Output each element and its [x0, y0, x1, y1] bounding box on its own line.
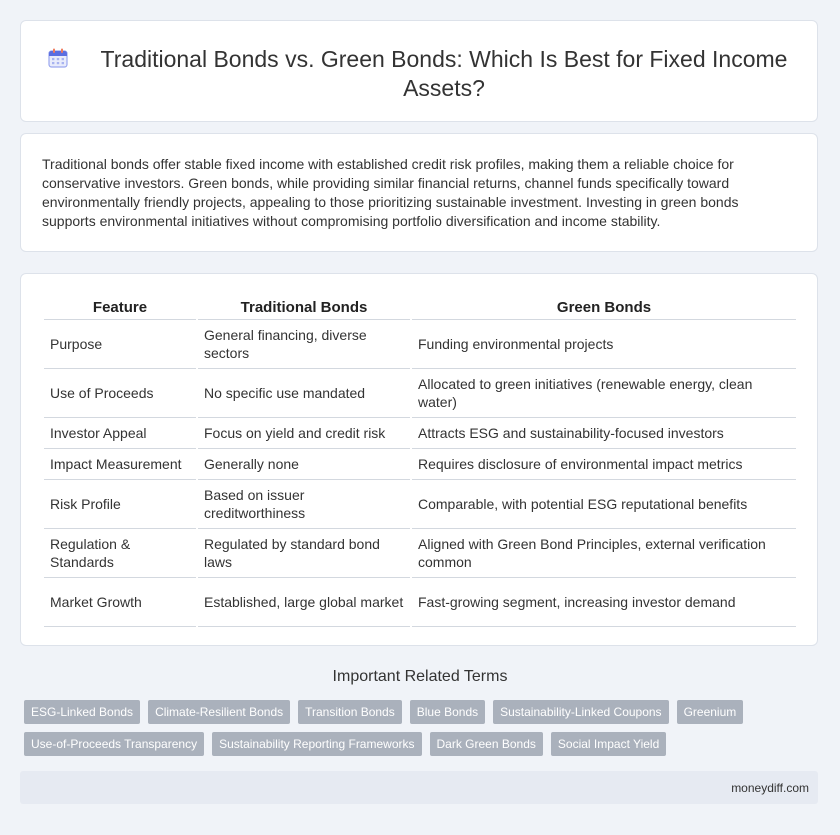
tag-social-impact-yield[interactable]: Social Impact Yield	[551, 732, 666, 756]
related-terms-tags	[24, 700, 820, 756]
tag-sustainability-reporting-frameworks[interactable]: Sustainability Reporting Frameworks	[212, 732, 421, 756]
cell-feature: Risk Profile	[44, 480, 196, 529]
table-row	[44, 320, 796, 369]
table-row	[44, 578, 796, 627]
header-feature: Feature	[44, 295, 196, 320]
cell-green: Allocated to green initiatives (renewable energy, clean water)	[412, 369, 796, 418]
cell-traditional: Generally none	[198, 449, 410, 480]
cell-feature: Regulation & Standards	[44, 529, 196, 578]
tag-sustainability-linked-coupons[interactable]: Sustainability-Linked Coupons	[493, 700, 668, 724]
table-row	[44, 369, 796, 418]
cell-green: Fast-growing segment, increasing investor demand	[412, 578, 796, 627]
header-green-bonds: Green Bonds	[412, 295, 796, 320]
cell-feature: Investor Appeal	[44, 418, 196, 449]
footer	[20, 771, 818, 804]
tag-transition-bonds[interactable]: Transition Bonds	[298, 700, 402, 724]
intro-paragraph: Traditional bonds offer stable fixed income with established credit risk profiles, making them a reliable choice for conservative investors. Green bonds, while providing similar financial returns, channel funds specifically toward environmentally friendly projects, appealing to those prioritizing sustainable investment. Investing in green bonds supports environmental initiatives without compromising portfolio diversification and income stability.	[42, 156, 739, 229]
header-traditional-bonds: Traditional Bonds	[198, 295, 410, 320]
cell-feature: Market Growth	[44, 578, 196, 627]
cell-green: Attracts ESG and sustainability-focused investors	[412, 418, 796, 449]
table-row	[44, 529, 796, 578]
tag-blue-bonds[interactable]: Blue Bonds	[410, 700, 485, 724]
tag-esg-linked-bonds[interactable]: ESG-Linked Bonds	[24, 700, 140, 724]
cell-traditional: Established, large global market	[198, 578, 410, 627]
cell-feature: Purpose	[44, 320, 196, 369]
cell-traditional: General financing, diverse sectors	[198, 320, 410, 369]
table-row	[44, 418, 796, 449]
page-title: Traditional Bonds vs. Green Bonds: Which Is Best for Fixed Income Assets?	[100, 46, 788, 101]
tag-greenium[interactable]: Greenium	[677, 700, 744, 724]
tag-climate-resilient-bonds[interactable]: Climate-Resilient Bonds	[148, 700, 290, 724]
cell-feature: Use of Proceeds	[44, 369, 196, 418]
cell-traditional: Focus on yield and credit risk	[198, 418, 410, 449]
tag-dark-green-bonds[interactable]: Dark Green Bonds	[430, 732, 543, 756]
comparison-card	[20, 273, 818, 646]
intro-card	[20, 133, 818, 252]
cell-feature: Impact Measurement	[44, 449, 196, 480]
cell-traditional: Based on issuer creditworthiness	[198, 480, 410, 529]
table-header-row	[44, 295, 796, 320]
cell-green: Comparable, with potential ESG reputational benefits	[412, 480, 796, 529]
calendar-icon	[47, 47, 69, 69]
cell-traditional: Regulated by standard bond laws	[198, 529, 410, 578]
cell-traditional: No specific use mandated	[198, 369, 410, 418]
table-row	[44, 480, 796, 529]
cell-green: Requires disclosure of environmental impact metrics	[412, 449, 796, 480]
comparison-table	[42, 295, 798, 627]
table-row	[44, 449, 796, 480]
header-card	[20, 20, 818, 122]
related-terms-title: Important Related Terms	[332, 668, 508, 685]
cell-green: Funding environmental projects	[412, 320, 796, 369]
footer-site-link[interactable]: moneydiff.com	[731, 781, 809, 795]
tag-use-of-proceeds-transparency[interactable]: Use-of-Proceeds Transparency	[24, 732, 204, 756]
cell-green: Aligned with Green Bond Principles, external verification common	[412, 529, 796, 578]
